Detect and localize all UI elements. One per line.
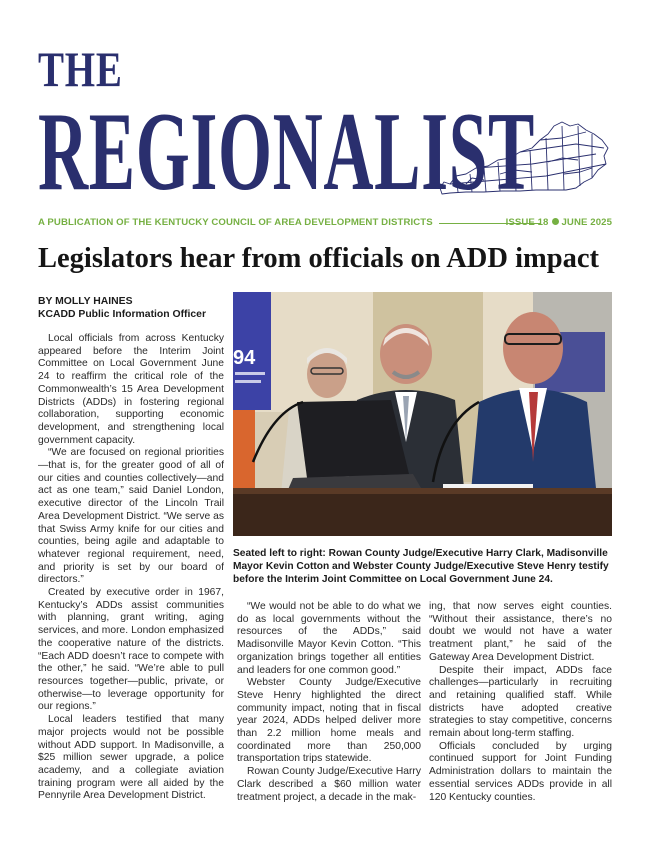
article-column-3 — [429, 601, 612, 804]
kentucky-map-icon — [436, 118, 612, 198]
issue-number: ISSUE 18 — [505, 217, 549, 228]
screen-number: 94 — [233, 347, 256, 369]
masthead-title: REGIONALIST — [38, 90, 535, 214]
issue-date: JUNE 2025 — [561, 217, 612, 228]
hearing-photo — [233, 292, 612, 536]
article-column-1 — [38, 333, 224, 803]
paragraph: Despite their impact, ADDs face challenges—particularly in recruiting and retaining qualified staff. While districts have adopted creative strategies to stay competitive, concerns remain about long-term staffing. — [429, 664, 612, 740]
tagline-row — [38, 216, 612, 230]
byline — [38, 295, 206, 321]
paragraph: Officials concluded by urging continued support for Joint Funding Administration dollars to maintain the essential services ADDs provide in all 120 Kentucky counties. — [429, 740, 612, 803]
author-title: KCADD Public Information Officer — [38, 309, 206, 320]
paragraph: “We are focused on regional priorities—that is, for the greater good of all of our cities and counties collectively—and act as one team,” said Daniel London, executive director of the Lincoln Trail Area Development District. “We serve as that Swiss Army knife for our cities and counties, being agile and adaptable to whatever regional requirement, need, and priority is set by our board of directors.” — [38, 447, 224, 586]
bullet-dot-icon — [552, 218, 559, 225]
paragraph: ing, that now serves eight counties. “Without their assistance, there’s no doubt we would not have a water treatment plant,” he said of the Gateway Area Development District. — [429, 601, 612, 663]
paragraph: Webster County Judge/Executive Steve Henry highlighted the direct community impact, noting that in fiscal year 2024, ADDs helped deliver more than 2.2 million home meals and coordinated more than 250,000 transportation trips statewide. — [237, 677, 421, 765]
paragraph: “We would not be able to do what we do as local governments without the resources of the ADDs,” said Madisonville Mayor Kevin Cotton. “This organization brings together all entities and leaders for one common good.” — [237, 601, 421, 676]
photo-caption: Seated left to right: Rowan County Judge/Executive Harry Clark, Madisonville Mayor Kevin Cotton and Webster County Judge/Executive Steve Henry testify before the Interim Joint Committee on Local Government June 24. — [233, 548, 609, 585]
author-name: BY MOLLY HAINES — [38, 296, 133, 307]
masthead-the: THE — [38, 41, 123, 97]
paragraph: Rowan County Judge/Executive Harry Clark described a $60 million water treatment project, a decade in the mak- — [237, 766, 421, 803]
paragraph: Created by executive order in 1967, Kentucky’s ADDs assist communities with planning, grant writing, aging services, and more. London emphasized the cooperative nature of the districts. “Each ADD doesn’t race to compete with the other,” he said. “We’re able to pull resources together—public, private, or otherwise—to leverage opportunity for our regions.” — [38, 587, 224, 713]
paragraph: Local officials from across Kentucky appeared before the Interim Joint Committee on Local Government June 24 to reaffirm the critical role of the Commonwealth’s 15 Area Development Districts (ADDs) in fostering regional collaboration, supporting economic development, and strengthening local government capacity. — [38, 333, 224, 446]
publication-tagline: A PUBLICATION OF THE KENTUCKY COUNCIL OF AREA DEVELOPMENT DISTRICTS — [38, 217, 433, 228]
article-column-2 — [237, 601, 421, 804]
issue-info — [506, 217, 612, 228]
article-headline: Legislators hear from officials on ADD impact — [38, 243, 599, 274]
paragraph: Local leaders testified that many major projects would not be possible without ADD support. In Madisonville, a $25 million sewer upgrade, a police academy, and a collegiate aviation training program were all aided by the Pennyrile Area Development District. — [38, 714, 224, 802]
